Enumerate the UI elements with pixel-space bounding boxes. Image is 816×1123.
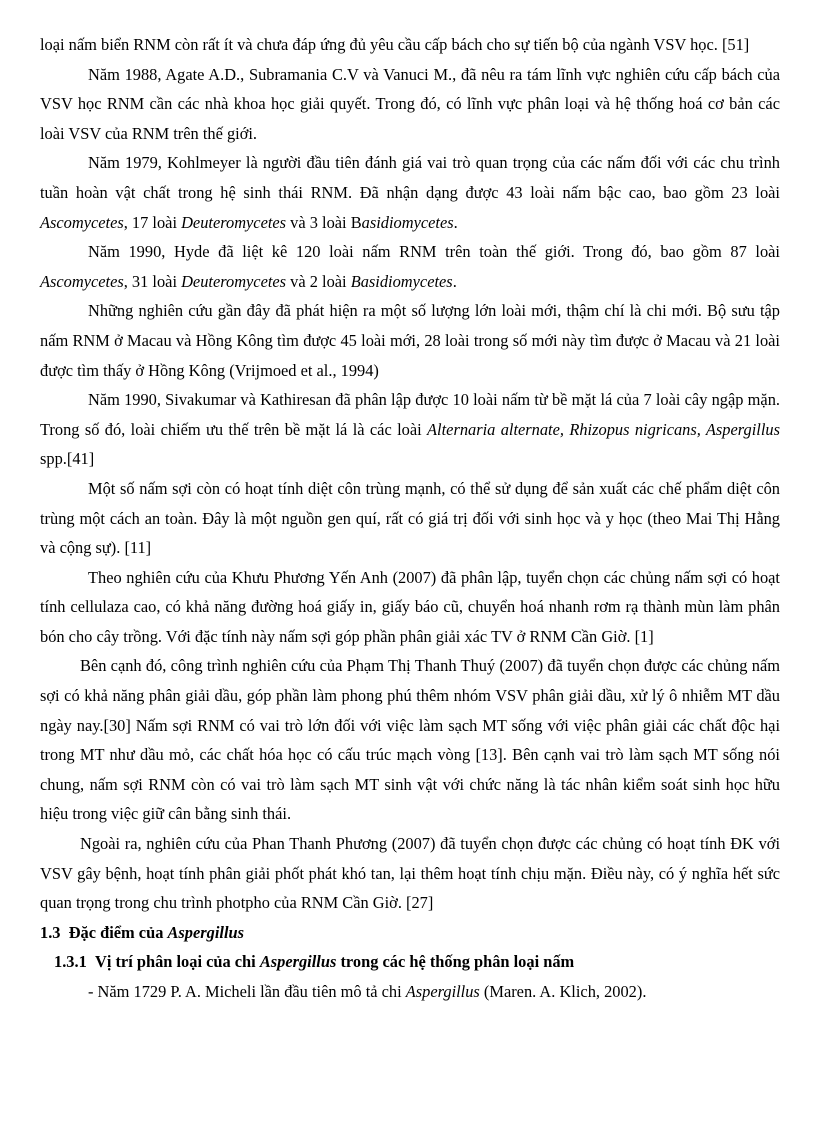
text-run: Năm 1988, Agate A.D., Subramania C.V và Vanuci M., đã nêu ra tám lĩnh vực nghiên cứu cấp bách của VSV học RNM cần các nhà khoa học giải quyết. Trong đó, có lĩnh vực phân loại và hệ thống hoá cơ bản các loài VSV của RNM trên thế giới. <box>40 64 780 143</box>
text-run: Theo nghiên cứu của Khưu Phương Yến Anh (2007) đã phân lập, tuyển chọn các chủng nấm sợi có hoạt tính cellulaza cao, có khả năng đường hoá giấy in, giấy báo cũ, chuyển hoá nhanh rơm rạ thành mùn làm phân bón cho cây trồng. Với đặc tính này nấm sợi góp phần phân giải xác TV ở RNM Cần Giờ. [1] <box>40 567 780 646</box>
heading-text-tail: trong các hệ thống phân loại nấm <box>336 952 575 972</box>
text-run: và 2 loài <box>286 271 351 291</box>
text-run: Ngoài ra, nghiên cứu của Phan Thanh Phương (2007) đã tuyển chọn được các chủng có hoạt tính ĐK với VSV gây bệnh, hoạt tính phân giải phốt phát khó tan, lại thêm hoạt tính chịu mặn. Điều này, có ý nghĩa hết sức quan trọng trong chu trình photpho của RNM Cần Giờ. [27] <box>40 834 780 913</box>
paragraph <box>40 563 780 652</box>
heading-italic: Aspergillus <box>259 952 337 972</box>
text-run: Năm 1979, Kohlmeyer là người đầu tiên đánh giá vai trò quan trọng của các nấm đối với các chu trình tuần hoàn vật chất trong hệ sinh thái RNM. Đã nhận dạng được 43 loài nấm bậc cao, bao gồm 23 loài <box>40 153 780 202</box>
text-run: spp.[41] <box>40 449 95 469</box>
list-item-tail: (Maren. A. Klich, 2002). <box>479 982 647 1001</box>
text-run: Năm 1990, Sivakumar và Kathiresan đã phân lập được 10 loài nấm từ bề mặt lá của 7 loài cây ngập mặn. Trong số đó, loài chiếm ưu thế trên bề mặt lá là các loài <box>40 390 780 439</box>
italic-run: Alternaria alternate, Rhizopus nigricans, Aspergillus <box>427 419 780 439</box>
paragraph <box>40 60 780 149</box>
heading-number: 1.3 <box>40 922 61 942</box>
section-heading-1-3 <box>40 918 780 948</box>
paragraph <box>40 829 780 918</box>
paragraph <box>40 237 780 296</box>
text-run: loại nấm biển RNM còn rất ít và chưa đáp ứng đủ yêu cầu cấp bách cho sự tiến bộ của ngành VSV học. [51] <box>40 35 750 54</box>
text-run: và 3 loài B <box>286 212 362 232</box>
text-run: Một số nấm sợi còn có hoạt tính diệt côn trùng mạnh, có thể sử dụng để sản xuất các chế phẩm diệt côn trùng một cách an toàn. Đây là một nguồn gen quí, rất có giá trị đối với sinh học và y học (theo Mai Thị Hằng và cộng sự). [11] <box>40 478 780 558</box>
paragraph <box>40 651 780 829</box>
paragraph <box>40 30 780 60</box>
italic-run: asidiomycetes <box>361 212 454 232</box>
paragraph <box>40 148 780 237</box>
paragraph <box>40 474 780 563</box>
text-run: . <box>453 212 458 232</box>
text-run: Năm 1990, Hyde đã liệt kê 120 loài nấm RNM trên toàn thế giới. Trong đó, bao gồm 87 loài <box>88 242 780 262</box>
text-run: Những nghiên cứu gần đây đã phát hiện ra một số lượng lớn loài mới, thậm chí là chi mới. Bộ sưu tập nấm RNM ở Macau và Hồng Kông tìm được 45 loài mới, 28 loài trong số mới này tìm được ở Macau và 21 loài được tìm thấy ở Hồng Kông (Vrijmoed et al., 1994) <box>40 301 780 380</box>
italic-run: Ascomycetes <box>40 271 124 291</box>
list-item <box>88 977 780 1007</box>
heading-italic: Aspergillus <box>167 922 245 942</box>
heading-text: Đặc điểm của <box>68 922 168 942</box>
text-run: , 31 loài <box>123 271 182 291</box>
paragraph <box>40 385 780 474</box>
italic-run: Ascomycetes <box>40 212 124 232</box>
list-item-italic: Aspergillus <box>405 982 480 1001</box>
text-run: , 17 loài <box>123 212 182 232</box>
list-item-text: - Năm 1729 P. A. Micheli lần đầu tiên mô tả chi <box>88 982 406 1001</box>
text-run: Bên cạnh đó, công trình nghiên cứu của Phạm Thị Thanh Thuý (2007) đã tuyển chọn được các chủng nấm sợi có khả năng phân giải dầu, góp phần làm phong phú thêm nhóm VSV phân giải dầu, xử lý ô nhiễm MT dầu ngày nay.[30] Nấm sợi RNM có vai trò lớn đối với việc làm sạch MT sống với việc phân giải các chất độc hại trong MT như dầu mỏ, các chất hóa học có cấu trúc mạch vòng [13]. Bên cạnh vai trò làm sạch MT sống nói chung, nấm sợi RNM còn có vai trò làm sạch MT sinh vật với chức năng là tác nhân kiểm soát sinh học hữu hiệu trong việc giữ cân bằng sinh thái. <box>40 656 780 824</box>
italic-run: Deuteromycetes <box>181 212 287 232</box>
italic-run: Deuteromycetes <box>181 271 287 291</box>
section-heading-1-3-1 <box>54 947 780 977</box>
italic-run: Basidiomycetes <box>350 271 453 291</box>
heading-text: Vị trí phân loại của chi <box>94 952 260 972</box>
text-run: . <box>452 271 457 291</box>
heading-number: 1.3.1 <box>54 952 87 972</box>
body-text <box>40 30 780 918</box>
paragraph <box>40 296 780 385</box>
document-page <box>40 30 780 1007</box>
